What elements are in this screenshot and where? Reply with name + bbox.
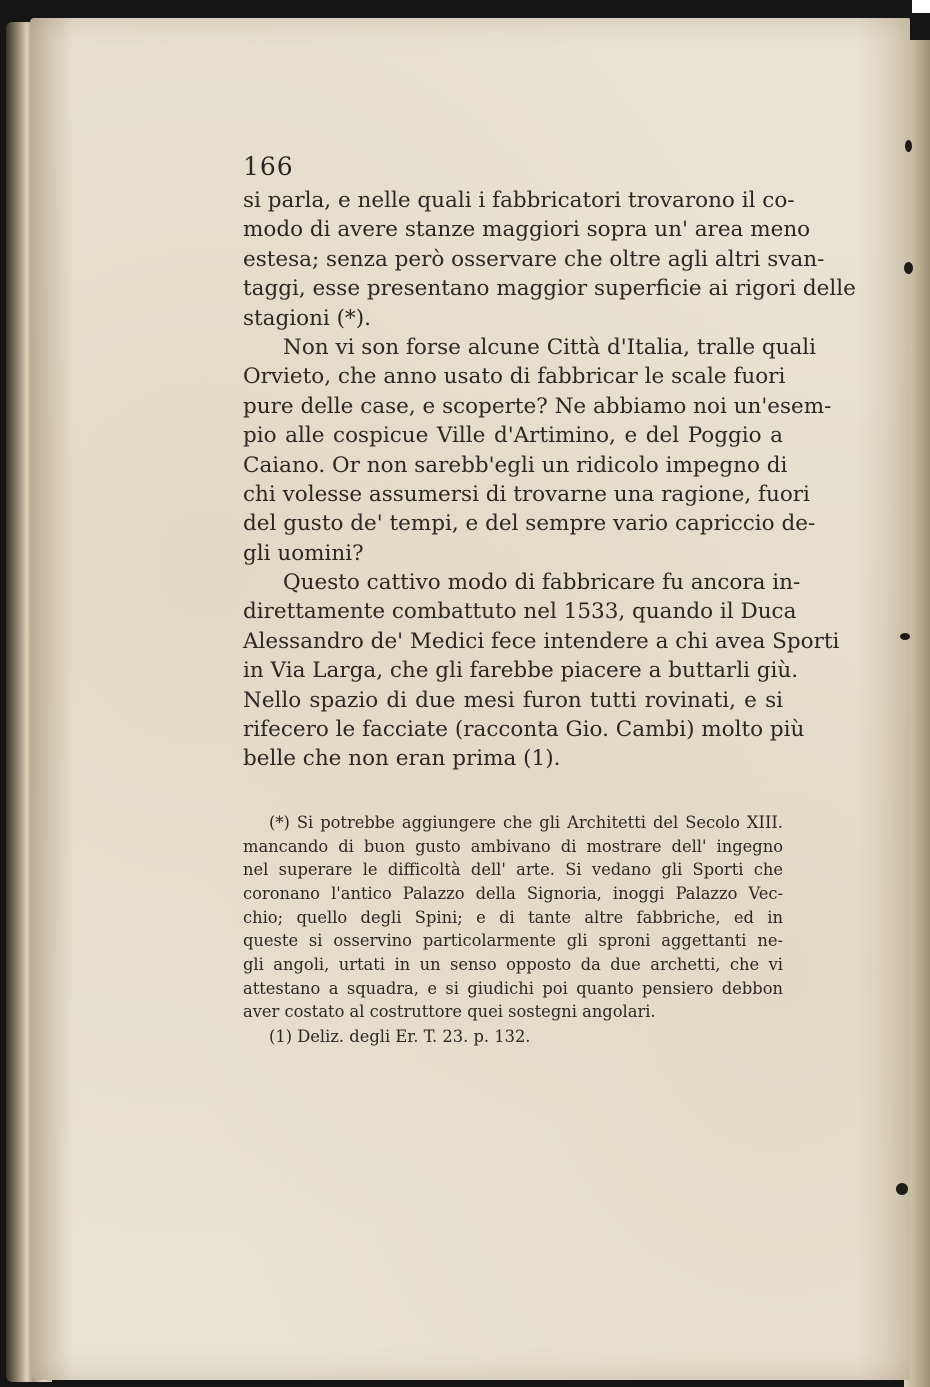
text-line: gli uomini?	[243, 540, 364, 566]
footnote-reference: (1) Deliz. degli Er. T. 23. p. 132.	[269, 1027, 531, 1046]
text-line: estesa; senza però osservare che oltre agli altri svan-	[243, 246, 825, 272]
footnote-line: queste si osservino particolarmente gli sproni aggettanti ne-	[243, 931, 783, 951]
footnote-line: gli angoli, urtati in un senso opposto da due archetti, che vi	[243, 954, 783, 974]
binding-mark	[904, 262, 913, 274]
text-line: modo di avere stanze maggiori sopra un' area meno	[243, 217, 811, 243]
scan-corner-marker	[912, 0, 930, 13]
page-number: 166	[243, 152, 294, 181]
text-line: Orvieto, che anno usato di fabbricar le scale fuori	[243, 364, 786, 390]
text-line: Non vi son forse alcune Città d'Italia, tralle quali	[283, 334, 817, 360]
footnote-line: attestano a squadra, e si giudichi poi quanto pensiero debbon	[243, 978, 783, 998]
footnotes	[243, 811, 783, 1050]
text-line: taggi, esse presentano maggior superficie ai rigori delle	[243, 276, 856, 302]
text-line: direttamente combattuto nel 1533, quando il Duca	[243, 599, 797, 625]
text-line: stagioni (*).	[243, 305, 371, 331]
text-line: Questo cattivo modo di fabbricare fu ancora in-	[283, 570, 801, 596]
binding-mark	[896, 1183, 908, 1195]
text-line: Alessandro de' Medici fece intendere a chi avea Sporti	[243, 628, 840, 654]
text-line: pure delle case, e scoperte? Ne abbiamo noi un'esem-	[243, 393, 832, 419]
binding-mark	[900, 633, 910, 640]
text-line: del gusto de' tempi, e del sempre vario capriccio de-	[243, 511, 816, 537]
paragraph	[243, 568, 840, 774]
paragraph	[243, 186, 856, 333]
text-line: rifecero le facciate (racconta Gio. Cambi) molto più	[243, 717, 805, 743]
footnote-line: aver costato al costruttore quei sostegni angolari.	[243, 1002, 656, 1022]
text-line: Nello spazio di due mesi furon tutti rovinati, e si	[243, 687, 783, 713]
paragraph	[243, 333, 832, 568]
footnote-line: (*) Si potrebbe aggiungere che gli Architetti del Secolo XIII.	[269, 812, 783, 832]
text-line: in Via Larga, che gli farebbe piacere a buttarli giù.	[243, 658, 799, 684]
footnote-line: mancando di buon gusto ambivano di mostrare dell' ingegno	[243, 836, 783, 856]
footnote-line: coronano l'antico Palazzo della Signoria, inoggi Palazzo Vec-	[243, 883, 783, 903]
text-line: Caiano. Or non sarebb'egli un ridicolo impegno di	[243, 452, 788, 478]
text-line: chi volesse assumersi di trovarne una ragione, fuori	[243, 481, 810, 507]
footnote-line: chio; quello degli Spini; e di tante altre fabbriche, ed in	[243, 907, 783, 927]
text-line: belle che non eran prima (1).	[243, 746, 561, 772]
text-line: si parla, e nelle quali i fabbricatori trovarono il co-	[243, 188, 795, 213]
page-text	[243, 152, 856, 1050]
text-line: pio alle cospicue Ville d'Artimino, e del Poggio a	[243, 423, 783, 449]
footnote-line: nel superare le difficoltà dell' arte. Si vedano gli Sporti che	[243, 860, 783, 880]
binding-mark	[905, 140, 912, 152]
